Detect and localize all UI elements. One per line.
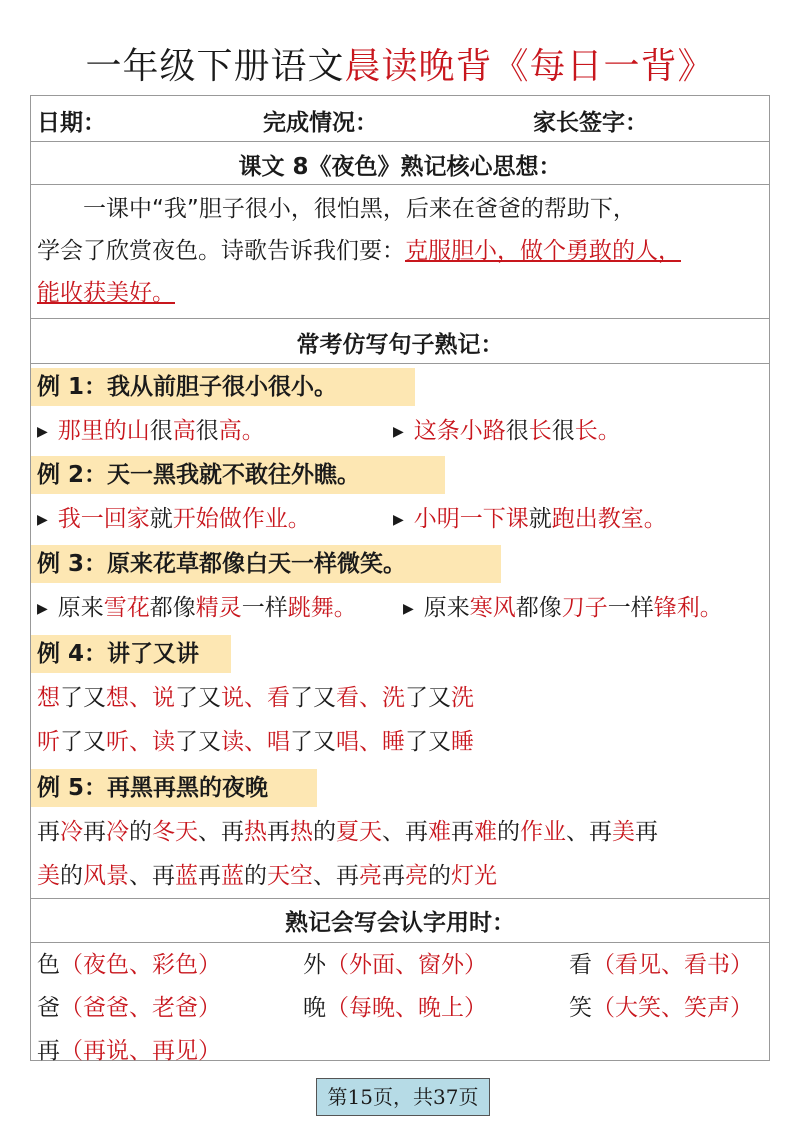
title-black: 一年级下册语文 — [85, 46, 345, 87]
example-2-line-b: ▶ 小明一下课就跑出教室。 — [393, 506, 667, 532]
header-row — [31, 96, 769, 141]
example-1-line-a: ▶ 那里的山很高很高。 — [37, 418, 265, 444]
imitate-heading: 常考仿写句子熟记： — [296, 332, 504, 358]
word-item: 爸（爸爸、老爸） — [37, 995, 221, 1021]
example-1-label: 例 1：我从前胆子很小很小。 — [31, 368, 415, 406]
triangle-bullet-icon: ▶ — [393, 424, 404, 440]
divider — [31, 141, 769, 142]
core-paragraph — [31, 188, 769, 314]
date-label: 日期： — [37, 110, 106, 136]
triangle-bullet-icon: ▶ — [403, 601, 414, 617]
example-1-line-b: ▶ 这条小路很长很长。 — [393, 418, 621, 444]
example-4-line-2: 听了又听、读了又读、唱了又唱、睡了又睡 — [37, 729, 474, 755]
divider — [31, 898, 769, 899]
example-5-line-2: 美的风景、再蓝再蓝的天空、再亮再亮的灯光 — [37, 863, 497, 889]
example-5-line-1: 再冷再冷的冬天、再热再热的夏天、再难再难的作业、再美再 — [37, 819, 658, 845]
divider — [31, 318, 769, 319]
worksheet — [30, 95, 770, 1064]
divider — [31, 942, 769, 943]
example-5-label: 例 5：再黑再黑的夜晚 — [31, 769, 317, 807]
triangle-bullet-icon: ▶ — [37, 601, 48, 617]
words-heading: 熟记会写会认字用时： — [285, 910, 515, 936]
word-item: 晚（每晚、晚上） — [303, 995, 487, 1021]
example-3-line-a: ▶ 原来雪花都像精灵一样跳舞。 — [37, 595, 357, 621]
divider — [31, 363, 769, 364]
core-line-1: 一课中“我”胆子很小，很怕黑，后来在爸爸的帮助下， — [83, 196, 636, 222]
status-label: 完成情况： — [263, 110, 378, 136]
title-red: 晨读晚背《每日一背》 — [344, 46, 715, 87]
word-item: 色（夜色、彩色） — [37, 952, 221, 978]
word-item: 看（看见、看书） — [569, 952, 753, 978]
core-line-2 — [37, 230, 763, 272]
page-title — [0, 38, 800, 89]
divider — [31, 184, 769, 185]
example-3-label: 例 3：原来花草都像白天一样微笑。 — [31, 545, 501, 583]
word-item: 笑（大笑、笑声） — [569, 995, 753, 1021]
word-item: 再（再说、再见） — [37, 1038, 221, 1064]
example-2-line-a: ▶ 我一回家就开始做作业。 — [37, 506, 311, 532]
core-line-2-plain: 学会了欣赏夜色。诗歌告诉我们要： — [37, 238, 405, 264]
example-2-label: 例 2：天一黑我就不敢往外瞧。 — [31, 456, 445, 494]
page-number-badge: 第15页，共37页 — [316, 1078, 490, 1116]
core-line-2-emphasis: 克服胆小，做个勇敢的人， — [405, 238, 681, 264]
example-3-line-b: ▶ 原来寒风都像刀子一样锋利。 — [403, 595, 723, 621]
core-line-3: 能收获美好。 — [37, 280, 175, 306]
triangle-bullet-icon: ▶ — [37, 424, 48, 440]
core-heading: 课文 8《夜色》熟记核心思想： — [238, 154, 562, 180]
sign-label: 家长签字： — [533, 110, 648, 136]
triangle-bullet-icon: ▶ — [37, 512, 48, 528]
example-4-label: 例 4：讲了又讲 — [31, 635, 231, 673]
example-4-line-1: 想了又想、说了又说、看了又看、洗了又洗 — [37, 685, 474, 711]
word-item: 外（外面、窗外） — [303, 952, 487, 978]
triangle-bullet-icon: ▶ — [393, 512, 404, 528]
